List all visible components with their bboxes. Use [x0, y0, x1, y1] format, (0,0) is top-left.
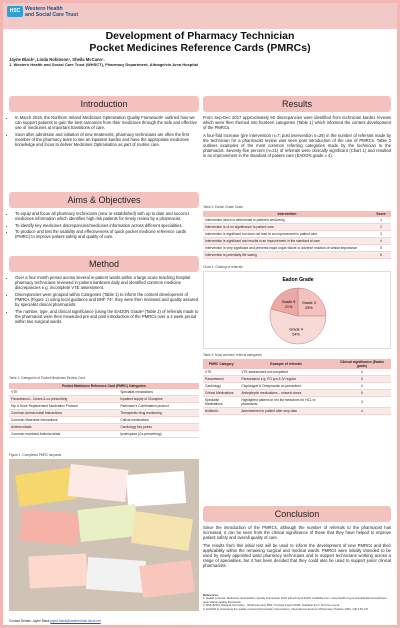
table3-col-category: PMRC Category	[203, 359, 239, 369]
table3-cell: Antibiotic	[203, 408, 239, 415]
table1-cell: Ipratropium (Co-prescribing)	[118, 431, 199, 438]
affiliation: 1. Western Health and Social Care Trust (WHSCT), Pharmacy Department, Altnagelvin Area Hospital	[9, 62, 199, 67]
trust-name	[25, 6, 78, 18]
table3-cell: 4	[333, 408, 391, 415]
table2-cell: Intervention is of no significance to patient care	[203, 224, 371, 231]
chart-title: Eadon Grade	[282, 277, 314, 283]
method-body	[9, 275, 199, 325]
table3-cell: 4	[333, 383, 391, 390]
poster-title-line1: Development of Pharmacy Technician	[105, 30, 295, 42]
table1-cell: Paracetamol – Doses & co-prescribing	[9, 396, 118, 403]
introduction-body	[9, 115, 199, 149]
table3-cell: Paracetamol	[203, 376, 239, 383]
table2-cell: 4	[371, 238, 391, 245]
table2-cell: 5	[371, 245, 391, 252]
table1-row	[9, 396, 199, 403]
table1-cell: VTE	[9, 389, 118, 396]
table1	[9, 383, 199, 438]
pie-value-label: 21%	[284, 304, 293, 309]
pie-label: Grade 3	[302, 301, 316, 306]
table2-cell: Intervention is significant but does not lead to an improvement in patient care	[203, 231, 371, 238]
table3-row	[203, 390, 391, 397]
table1-row	[9, 417, 199, 424]
table1-cell: Therapeutic drug monitoring	[118, 410, 199, 417]
table2-cell: 6	[371, 252, 391, 259]
table3-cell: Clopidogrel & Omeprazole co-prescribed	[239, 383, 333, 390]
contact-email-link[interactable]: jayne.black@westerntrust.hscni.net	[50, 619, 101, 623]
chart1-caption: Chart 1: Grading of referrals	[203, 265, 243, 269]
table3-cell: VTE assessment not completed	[239, 369, 333, 376]
poster	[3, 3, 397, 625]
intro-bullet: • In March 2016, the Northern Ireland Medicines Optimisation Quality Framework¹ outlined how we can support patients to gain the best outcomes from their medicines through the safe and effective use of medicines at important transitions of care.	[15, 115, 199, 131]
table1-cell: Antimicrobials	[9, 424, 118, 431]
method-bullet: • Over a four month period across several in-patient wards within a large acute teaching hospital pharmacy technicians reviewed in-patient kardexes daily and identified common medicine discrepancies e.g. incomplete VTE assessment.	[15, 275, 199, 291]
authors: Jayne Black¹, Linda Robinson¹, Sheila McCann¹.	[9, 57, 105, 62]
table3-col-significance: Clinical significance (Eadon grade)	[333, 359, 391, 369]
table3-cell: Critical Medications	[203, 390, 239, 397]
table2	[203, 211, 391, 259]
aims-bullet: • To identify key medicines discrepancies/medicines information across different specialities.	[15, 223, 199, 228]
table3-cell: 3	[333, 397, 391, 408]
trust-name-line2: and Social Care Trust	[25, 12, 79, 18]
figure1-caption: Figure 1: Completed PMRC lanyards	[9, 453, 62, 457]
references-heading: References:	[203, 593, 220, 597]
table2-cell: Intervention is significant and results in an improvement in the standard of care	[203, 238, 371, 245]
method-bullet: • Discrepancies were grouped within Categories (Table 1) to inform the content development of PMRCs (Figure 1) using local guidance and BNF 74², they were then reviewed and quality assured by specialist clinical pharmacists.	[15, 292, 199, 308]
table3-cell: 5	[333, 376, 391, 383]
results-heading: Results	[203, 96, 391, 112]
table1-row	[9, 410, 199, 417]
conclusion-para1: Since the introduction of the PMRCs, although the number of referrals to the pharmacist has increased, it can be seen from the clinical significance of these that they have helped to improve patient safety and overall quality of care.	[203, 525, 391, 541]
table2-row	[203, 238, 391, 245]
table2-col-intervention: Intervention	[203, 211, 371, 217]
reference-item: 1. Health & Social. Medicines Optimisation Quality Framework 2016 [cited 9 April 2018]. Available from: www.health-ni.gov.uk/publications/medicines-optimisation-quality-framework	[203, 596, 388, 604]
pie-value-label: 25%	[305, 306, 313, 311]
reference-item: 3. EADON H. Assessing the quality of ward pharmacists' interventions. International Journal of Pharmacy Practice 1992; 1(3):145-147	[203, 606, 369, 611]
table3-cell: 4	[333, 369, 391, 376]
table3-cell: VTE	[203, 369, 239, 376]
pie-value-label: 54%	[292, 332, 300, 337]
table3-row	[203, 397, 391, 408]
method-bullet: • The number, type, and clinical significance (using the EADON Grade³ (Table 2) of referrals made to the pharmacist were then measured pre and post introduction of the PMRCs over a 2 week period within two surgical wards.	[15, 309, 199, 325]
table2-row	[203, 252, 391, 259]
table2-cell: 3	[371, 231, 391, 238]
aims-heading: Aims & Objectives	[9, 192, 199, 208]
table3-cell: Highlighted patient on red list medicines for HCL to pharmacist	[239, 397, 333, 408]
table3-row	[203, 408, 391, 415]
table1-cell: Common Macrolide Interactions	[9, 417, 118, 424]
introduction-heading: Introduction	[9, 96, 199, 112]
table3-cell: 5	[333, 390, 391, 397]
table1-cell: Common restricted Antimicrobials	[9, 431, 118, 438]
pmrc-lanyards-photo	[9, 459, 199, 611]
table3	[203, 359, 391, 415]
conclusion-para2: The results from this initial test will be used to inform the development of new PMRCs and their applicability within the remaining surgical and medical wards. PMRCs were initially intended to be used by newly appointed ward pharmacy technicians and to support technicians working across a range of specialities, but it has been decided that they could also be used to support junior clinical pharmacists.	[203, 542, 391, 569]
table2-row	[203, 245, 391, 252]
conclusion-body	[203, 525, 391, 571]
header-bar	[3, 3, 397, 29]
eadon-chart	[203, 271, 391, 349]
table1-row	[9, 403, 199, 410]
table2-cell: Intervention is potentially life saving	[203, 252, 371, 259]
table3-cell: Antiepileptic medications – missed doses	[239, 390, 333, 397]
table2-cell: 2	[371, 224, 391, 231]
pmrc-cards-illustration	[9, 459, 199, 611]
table2-cell: 1	[371, 217, 391, 224]
table3-row	[203, 383, 391, 390]
intro-bullet: • Soon after admission and initiation of new treatments, pharmacy technicians are often the first member of the pharmacy team to see an inpatient kardex and have the appropriate medicines knowledge and focus to deliver Medicines Optimisation as part of routine care.	[15, 132, 199, 148]
table1-cell: Hip & Knee Replacement Medication Protocol	[9, 403, 118, 410]
table3-cell: Administered to patient after stop date	[239, 408, 333, 415]
poster-title-line2: Pocket Medicines Reference Cards (PMRCs)	[89, 42, 311, 54]
table1-cell: Inpatient supply of Clozapine	[118, 396, 199, 403]
table1-cell: Critical medications	[118, 417, 199, 424]
table3-cell: Paracetamol e.g. PO prn & IV regular	[239, 376, 333, 383]
table1-cell: Common Antimicrobial Interactions	[9, 410, 118, 417]
aims-bullet: • To produce and test the usability and effectiveness of quick pocket medicine reference cards (PMRC) to improve patient safety and quality of care.	[15, 229, 199, 239]
table1-cell: Parkinson's Combination product	[118, 403, 199, 410]
results-para1: From Sep-Dec 2017 approximately 60 discrepancies were identified from technician kardex reviews which were then themed into fourteen categories (Table 1) which informed the content development of the PMRCs.	[203, 115, 391, 131]
table1-cell: Cardiology key points	[118, 424, 199, 431]
table3-caption: Table 3: Most common referral categories	[203, 353, 262, 357]
table3-cell: Specialist Medications	[203, 397, 239, 408]
references	[203, 594, 391, 611]
table2-cell: Intervention is very significant and prevents major organ failure or adverse reaction of similar importance	[203, 245, 371, 252]
table2-row	[203, 224, 391, 231]
table1-caption: Table 1: Categories of Pocket Medicines Review Card	[9, 376, 86, 380]
pie-label: Grade 4	[289, 327, 303, 332]
reference-item: 2. BNF British National Formulary - NICE [internet]. BNF 74 [cited 9 April 2018]. Available from: bnf.nice.org.uk	[203, 603, 340, 608]
table1-row	[9, 431, 199, 438]
eadon-pie-chart	[204, 272, 392, 350]
hsc-logo: HSC	[7, 6, 23, 17]
aims-bullet: • To equip and focus all pharmacy technicians (new or established) with up to date and succinct medicines information which identifies high risk patients for timely review by a pharmacist.	[15, 211, 199, 221]
method-heading: Method	[9, 256, 199, 272]
table1-row	[9, 424, 199, 431]
contact-details	[9, 619, 101, 623]
results-body	[203, 115, 391, 161]
table3-col-example: Example of referrals	[239, 359, 333, 369]
table3-cell: Cardiology	[203, 383, 239, 390]
aims-body	[9, 211, 199, 241]
trust-name-line1: Western Health	[25, 6, 63, 12]
results-para2: A four-fold increase (pre intervention n=7; post intervention n=28) in the number of referrals made by the technician for a pharmacist review was seen post introduction of the use of PMRCs. Table 3 outlines examples of the most common referring categories made by the technician to the pharmacist. Seventy-five percent (n=21) of referrals were clinically significant (Chart 1) and resulted in an improvement in the standard of patient care (EADON grade ≥ 4).	[203, 132, 391, 159]
table1-header: Pocket Medicines Reference Card (PMRC) Categories	[9, 383, 199, 389]
table2-row	[203, 231, 391, 238]
table2-cell: Intervention which is detrimental to patient's well-being	[203, 217, 371, 224]
table2-col-score: Score	[371, 211, 391, 217]
contact-label: Contact Details: Jayne Black	[9, 619, 50, 623]
table1-cell: Specialist medications	[118, 389, 199, 396]
pie-label: Grade 5	[281, 299, 296, 304]
conclusion-heading: Conclusion	[203, 506, 391, 522]
table3-row	[203, 376, 391, 383]
table2-caption: Table 2: Eadon Grade Scale	[203, 205, 243, 209]
